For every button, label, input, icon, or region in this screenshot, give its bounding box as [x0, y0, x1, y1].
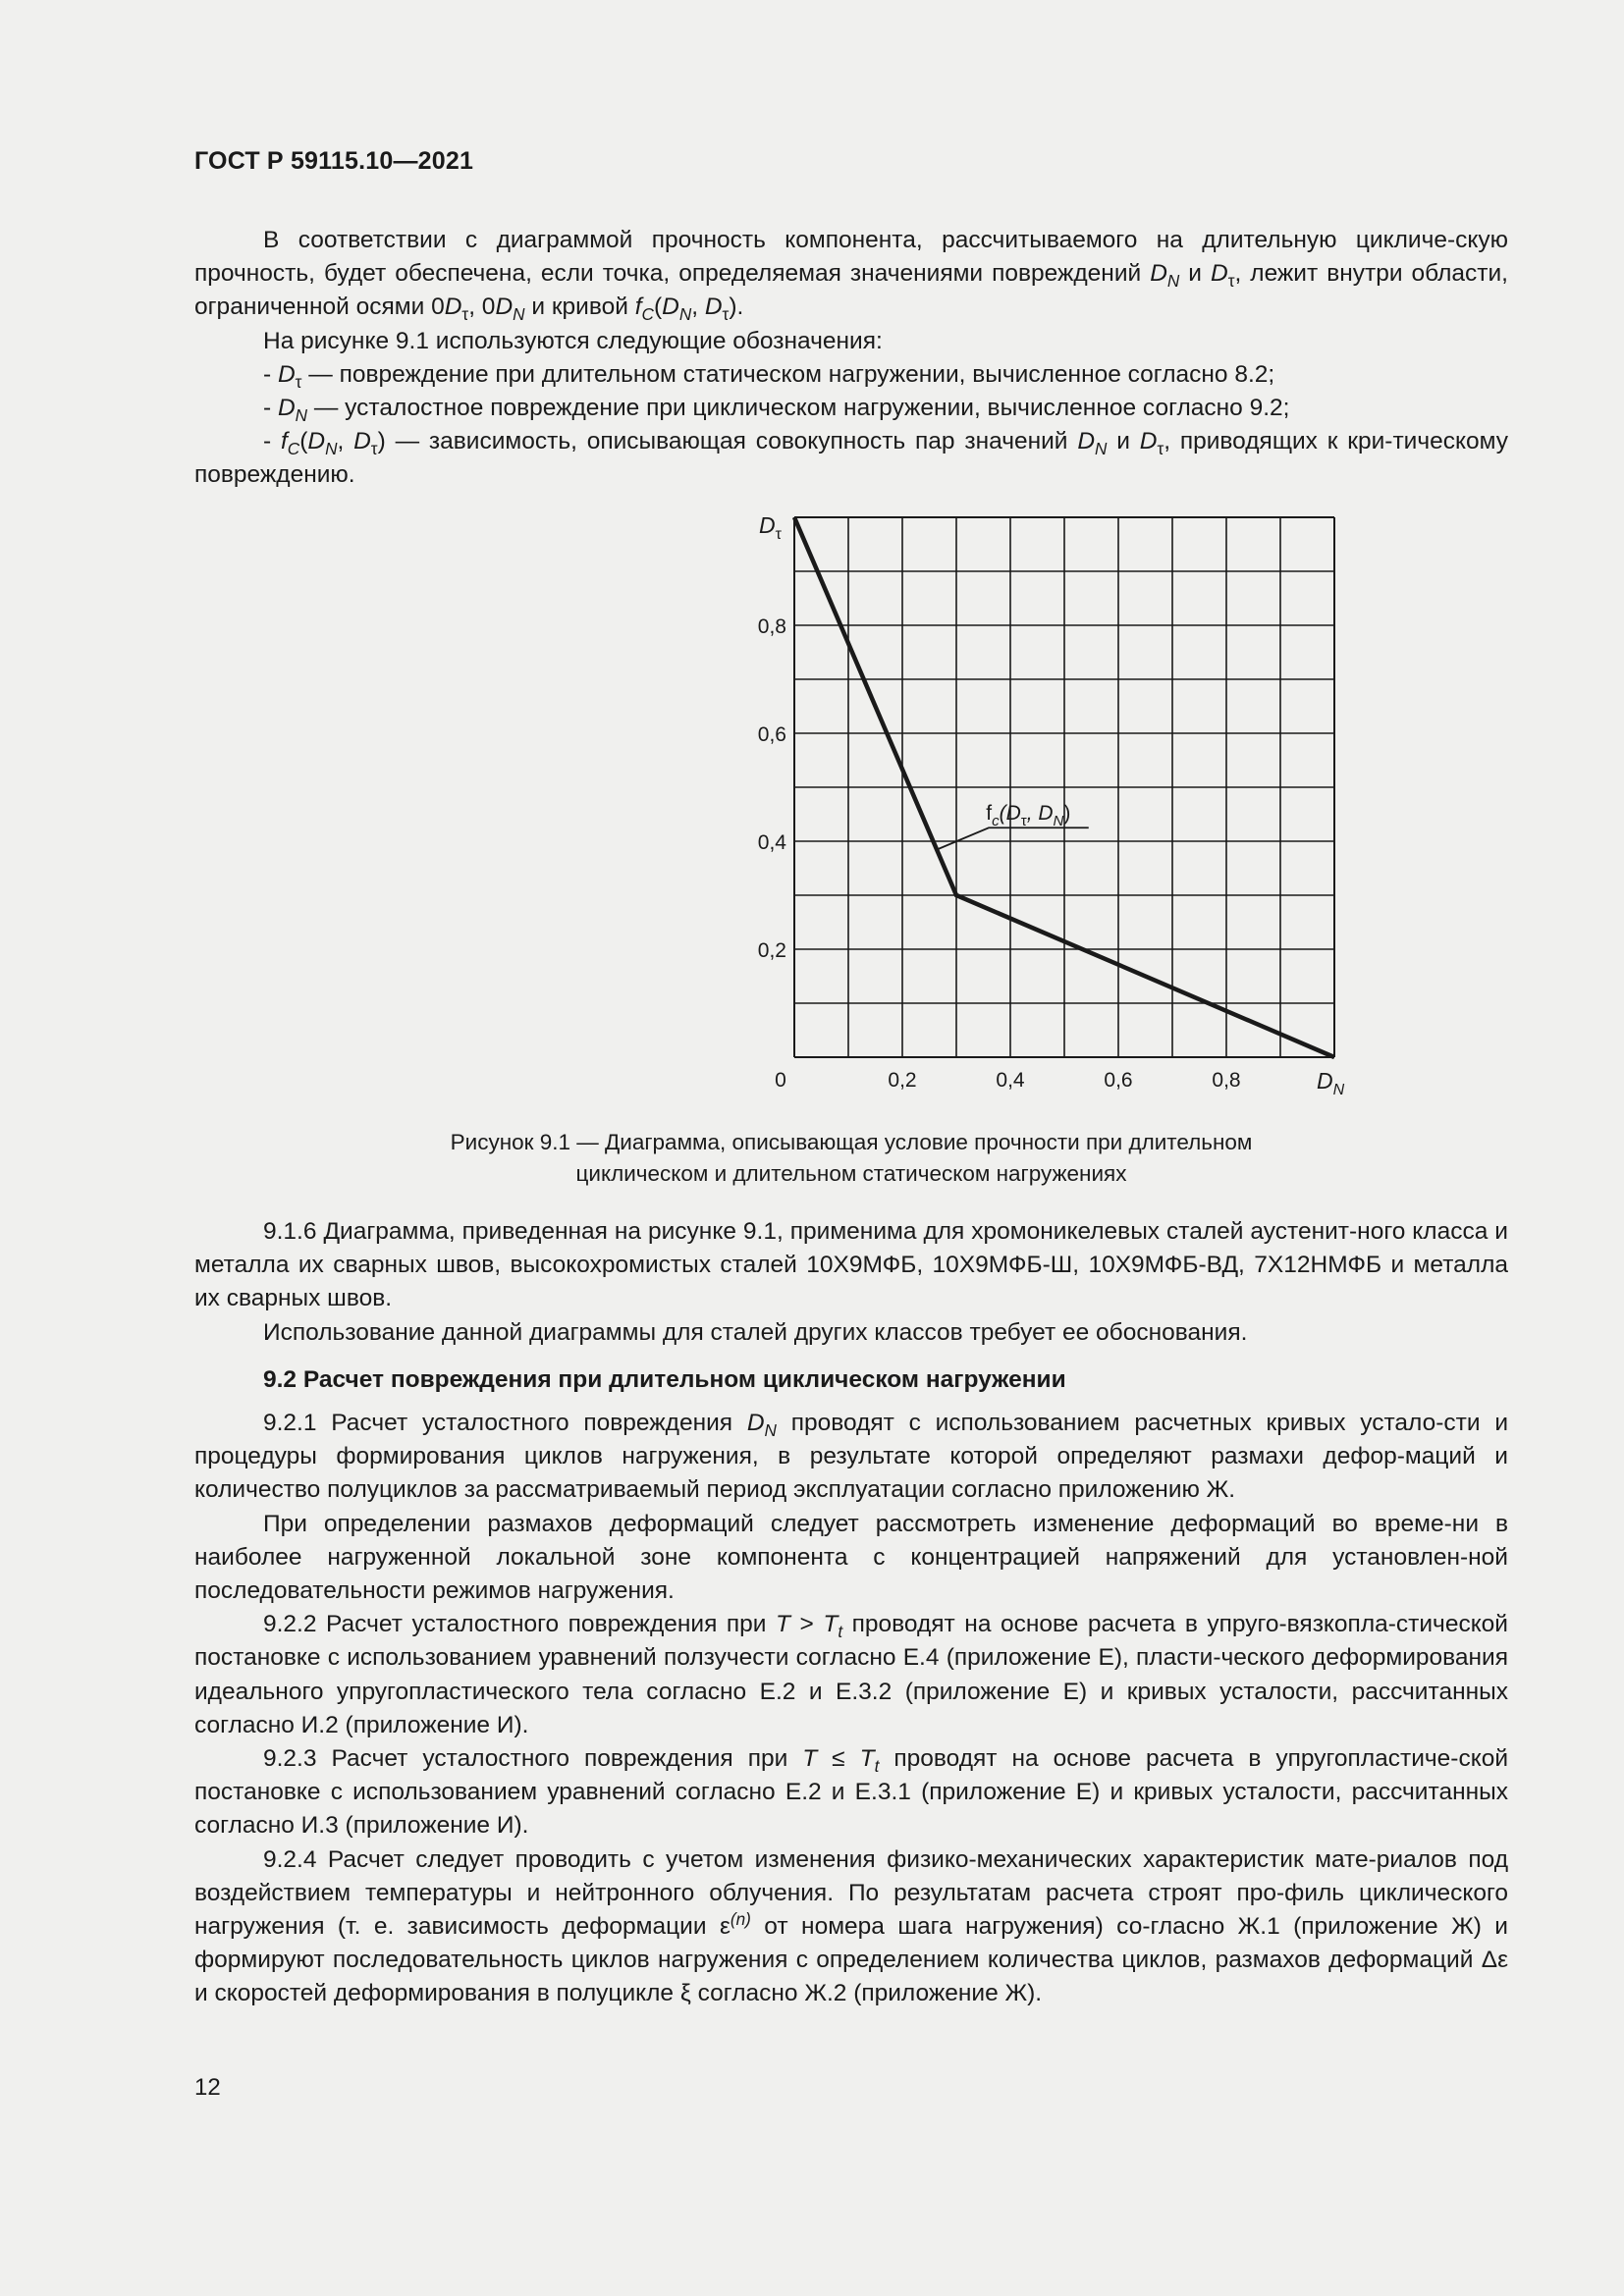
caption-line-1: Рисунок 9.1 — Диаграмма, описывающая условие прочности при длительном: [450, 1130, 1253, 1154]
list-item: - $D_\tau$ — повреждение при длительном статическом нагружении, вычисленное согласно 8.2;: [263, 360, 1275, 392]
annotation-part: N: [1053, 813, 1064, 829]
y-tick-label: 0,6: [757, 723, 786, 746]
annotation-part: τ: [1020, 813, 1027, 829]
page-number: 12: [194, 2074, 221, 2101]
annotation-part: f: [986, 802, 993, 825]
paragraph-9-2-1: 9.2.1 Расчет усталостного повреждения $D_N$ проводят с использованием расчетных кривых устало-сти и процедуры формирования циклов нагружения, в результате которой определяют размахи дефор-маций и количество полуциклов за рассматриваемый период эксплуатации согласно приложению Ж.: [194, 1410, 1508, 1504]
paragraph-9-1-6: 9.1.6 Диаграмма, приведенная на рисунке 9.1, применима для хромоникелевых сталей аустенит-ного класса и металла их сварных швов, высокохромистых сталей 10Х9МФБ, 10Х9МФБ-Ш, 10Х9МФБ-ВД, 7Х12НМФБ и металла их сварных швов.: [194, 1218, 1508, 1312]
chart-annotation: [938, 802, 1089, 849]
annotation-label: [986, 802, 1070, 829]
paragraph: При определении размахов деформаций следует рассмотреть изменение деформаций во време-ни в наиболее нагруженной локальной зоне компонента с концентрацией напряжений для установлен-ной последовательности режимов нагружения.: [194, 1510, 1508, 1605]
paragraph-9-2-2: 9.2.2 Расчет усталостного повреждения при $T > T_t$ проводят на основе расчета в упруго-вязкопла-стической постановке с использованием уравнений ползучести согласно Е.4 (приложение Е), пласти-ческого деформирования идеального упругопластического тела согласно Е.2 и Е.3.2 (приложение Е) и кривых усталости, рассчитанных согласно И.2 (приложение И).: [194, 1611, 1508, 1738]
intro-text: [194, 224, 1508, 493]
figure-caption: [194, 1127, 1508, 1190]
y-axis-label-sub: τ: [775, 526, 782, 543]
annotation-part: , D: [1026, 802, 1054, 825]
x-tick-label: 0,6: [1104, 1069, 1133, 1092]
paragraph: Использование данной диаграммы для сталей других классов требует ее обоснования.: [263, 1318, 1248, 1346]
body-text: [194, 1215, 1508, 2011]
damage-diagram-chart: [518, 491, 1345, 1119]
x-tick-label: 0,2: [888, 1069, 917, 1092]
annotation-part: (D: [999, 802, 1021, 825]
annotation-leader: [938, 828, 1089, 849]
paragraph-9-2-4: 9.2.4 Расчет следует проводить с учетом изменения физико-механических характеристик мате-риалов под воздействием температуры и нейтронного облучения. По результатам расчета строят про-филь циклического нагружения (т. е. зависимость деформации $\varepsilon^{(n)}$ от номера шага нагружения) со-гласно Ж.1 (приложение Ж) и формируют последовательность циклов нагружения с определением количества циклов, размахов деформаций Δε и скоростей деформирования в полуцикле ξ согласно Ж.2 (приложение Ж).: [194, 1845, 1508, 2007]
list-item: - $f_C(D_N$, $D_\tau$) — зависимость, описывающая совокупность пар значений $D_N$ и $D_\tau$, приводящих к кри-тическому повреждению.: [194, 428, 1508, 489]
y-tick-label: 0,4: [757, 831, 786, 854]
y-tick-label: 0,2: [757, 939, 786, 962]
paragraph: На рисунке 9.1 используются следующие обозначения:: [263, 327, 883, 354]
list-item: - $D_N$ — усталостное повреждение при циклическом нагружении, вычисленное согласно 9.2;: [263, 395, 1290, 425]
section-heading-9-2: 9.2 Расчет повреждения при длительном циклическом нагружении: [263, 1365, 1066, 1393]
x-axis-label: $D_N$: [1317, 1068, 1345, 1098]
caption-line-2: циклическом и длительном статическом нагружениях: [575, 1161, 1127, 1186]
annotation-part: ): [1063, 802, 1071, 825]
chart-grid: [794, 517, 1334, 1057]
figure-9-1: [518, 491, 1345, 1119]
paragraph: В соответствии с диаграммой прочность компонента, рассчитываемого на длительную цикличе-скую прочность, будет обеспечена, если точка, определяемая значениями повреждений $D_N$ и $D_\tau$, лежит внутри области, ограниченной осями $0D_\tau$, $0D_N$ и кривой $f_C(D_N$, $D_\tau$).: [194, 227, 1508, 325]
paragraph-9-2-3: 9.2.3 Расчет усталостного повреждения при $T \le T_t$ проводят на основе расчета в упругопластиче-ской постановке с использованием уравнений согласно Е.2 и Е.3.1 (приложение Е) и кривых усталости, рассчитанных согласно И.3 (приложение И).: [194, 1745, 1509, 1840]
annotation-part: c: [992, 813, 1000, 829]
y-tick-label: 0,8: [757, 615, 786, 638]
y-axis-label: $D_\tau$: [759, 512, 782, 543]
x-tick-label: 0,8: [1212, 1069, 1241, 1092]
document-header: ГОСТ Р 59115.10—2021: [194, 147, 474, 175]
x-tick-label: 0,4: [996, 1069, 1025, 1092]
x-axis-label-sub: N: [1332, 1082, 1345, 1098]
x-tick-label: 0: [775, 1069, 786, 1092]
